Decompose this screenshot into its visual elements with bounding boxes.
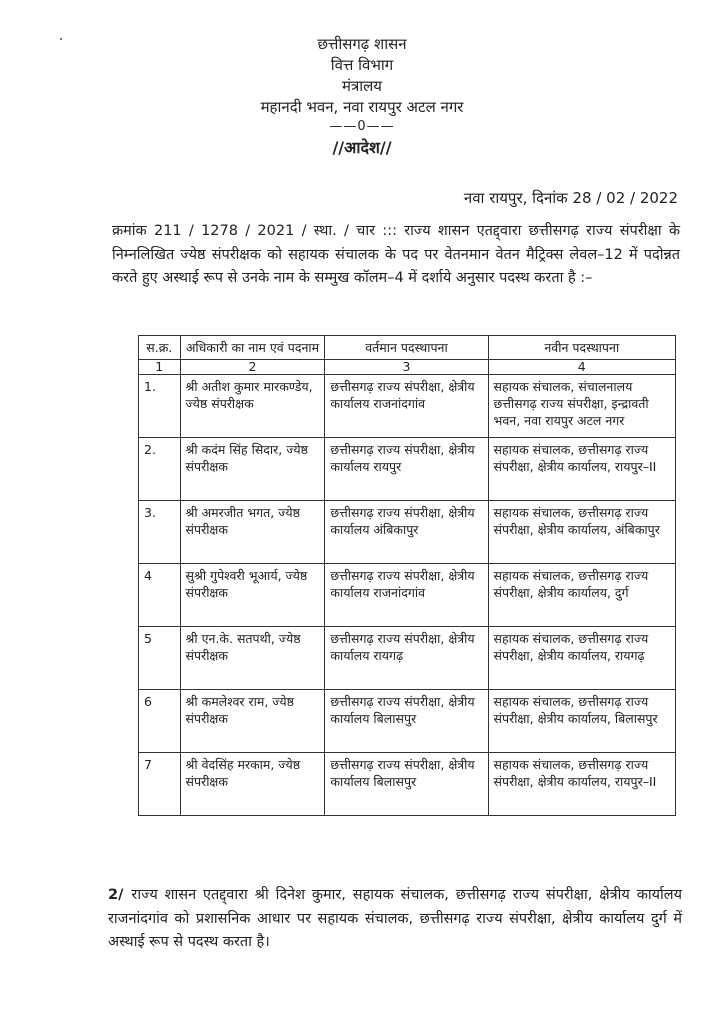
cell-officer: श्री अमरजीत भगत, ज्येष्ठ संपरीक्षक [180, 501, 325, 564]
column-number: 2 [180, 360, 325, 375]
header-sno: स.क्र. [139, 336, 181, 360]
order-date: नवा रायपुर, दिनांक 28 / 02 / 2022 [463, 189, 678, 207]
table-row [139, 501, 676, 564]
cell-officer: श्री कदंम सिंह सिदार, ज्येष्ठ संपरीक्षक [180, 438, 325, 501]
cell-current-posting: छत्तीसगढ़ राज्य संपरीक्षा, क्षेत्रीय कार्यालय अंबिकापुर [325, 501, 488, 564]
letterhead [0, 34, 724, 160]
table-row [139, 438, 676, 501]
table-row [139, 564, 676, 627]
paragraph-text: राज्य शासन एतद्द्वारा श्री दिनेश कुमार, सहायक संचालक, छत्तीसगढ़ राज्य संपरीक्षा, क्षेत्रीय कार्यालय राजनांदगांव को प्रशासनिक आधार पर सहायक संचालक, छत्तीसगढ़ राज्य संपरीक्षा, क्षेत्रीय कार्यालय दुर्ग में अस्थाई रूप से पदस्थ करता है। [108, 887, 682, 950]
column-number: 3 [325, 360, 488, 375]
header-new-posting: नवीन पदस्थापना [488, 336, 675, 360]
department-name: वित्त विभाग [330, 56, 394, 74]
cell-new-posting: सहायक संचालक, छत्तीसगढ़ राज्य संपरीक्षा, क्षेत्रीय कार्यालय, अंबिकापुर [488, 501, 675, 564]
cell-sno: 7 [139, 753, 181, 816]
cell-new-posting: सहायक संचालक, छत्तीसगढ़ राज्य संपरीक्षा, क्षेत्रीय कार्यालय, दुर्ग [488, 564, 675, 627]
postings-table [138, 335, 676, 816]
cell-current-posting: छत्तीसगढ़ राज्य संपरीक्षा, क्षेत्रीय कार्यालय बिलासपुर [325, 753, 488, 816]
cell-current-posting: छत्तीसगढ़ राज्य संपरीक्षा, क्षेत्रीय कार्यालय राजनांदगांव [325, 564, 488, 627]
cell-sno: 4 [139, 564, 181, 627]
cell-new-posting: सहायक संचालक, छत्तीसगढ़ राज्य संपरीक्षा, क्षेत्रीय कार्यालय, रायगढ़ [488, 627, 675, 690]
column-number-row [139, 360, 676, 375]
cell-officer: श्री कमलेश्वर राम, ज्येष्ठ संपरीक्षक [180, 690, 325, 753]
cell-current-posting: छत्तीसगढ़ राज्य संपरीक्षा, क्षेत्रीय कार्यालय राजनांदगांव [325, 375, 488, 438]
cell-officer: श्री वेदसिंह मरकाम, ज्येष्ठ संपरीक्षक [180, 753, 325, 816]
cell-sno: 3. [139, 501, 181, 564]
cell-officer: श्री एन.के. सतपथी, ज्येष्ठ संपरीक्षक [180, 627, 325, 690]
header-rule: ——0—— [329, 119, 395, 134]
cell-new-posting: सहायक संचालक, छत्तीसगढ़ राज्य संपरीक्षा, क्षेत्रीय कार्यालय, बिलासपुर [488, 690, 675, 753]
cell-officer: सुश्री गुपेश्वरी भूआर्य, ज्येष्ठ संपरीक्षक [180, 564, 325, 627]
cell-sno: 1. [139, 375, 181, 438]
order-title: //आदेश// [332, 138, 392, 157]
table-row [139, 375, 676, 438]
table-row [139, 753, 676, 816]
cell-current-posting: छत्तीसगढ़ राज्य संपरीक्षा, क्षेत्रीय कार्यालय रायपुर [325, 438, 488, 501]
paragraph-number: 2/ [108, 887, 124, 903]
cell-current-posting: छत्तीसगढ़ राज्य संपरीक्षा, क्षेत्रीय कार्यालय रायगढ़ [325, 627, 488, 690]
cell-new-posting: सहायक संचालक, छत्तीसगढ़ राज्य संपरीक्षा, क्षेत्रीय कार्यालय, रायपुर–II [488, 753, 675, 816]
column-number: 4 [488, 360, 675, 375]
cell-new-posting: सहायक संचालक, संचालनालय छत्तीसगढ़ राज्य संपरीक्षा, इन्द्रावती भवन, नवा रायपुर अटल नगर [488, 375, 675, 438]
order-paragraph-2 [108, 884, 682, 955]
column-number: 1 [139, 360, 181, 375]
cell-current-posting: छत्तीसगढ़ राज्य संपरीक्षा, क्षेत्रीय कार्यालय बिलासपुर [325, 690, 488, 753]
office-address: महानदी भवन, नवा रायपुर अटल नगर [260, 98, 464, 116]
cell-sno: 6 [139, 690, 181, 753]
cell-sno: 5 [139, 627, 181, 690]
ministry-name: मंत्रालय [341, 77, 382, 95]
table-header-row [139, 336, 676, 360]
govt-name: छत्तीसगढ़ शासन [317, 35, 407, 53]
cell-sno: 2. [139, 438, 181, 501]
header-current-posting: वर्तमान पदस्थापना [325, 336, 488, 360]
table-row [139, 627, 676, 690]
header-officer: अधिकारी का नाम एवं पदनाम [180, 336, 325, 360]
table-row [139, 690, 676, 753]
cell-officer: श्री अतीश कुमार मारकण्डेय, ज्येष्ठ संपरीक्षक [180, 375, 325, 438]
cell-new-posting: सहायक संचालक, छत्तीसगढ़ राज्य संपरीक्षा, क्षेत्रीय कार्यालय, रायपुर–II [488, 438, 675, 501]
order-paragraph-1: क्रमांक 211 / 1278 / 2021 / स्था. / चार ::: राज्य शासन एतद्द्वारा छत्तीसगढ़ राज्य संपरीक्षा के निम्नलिखित ज्येष्ठ संपरीक्षक को सहायक संचालक के पद पर वेतनमान वेतन मैट्रिक्स लेवल–12 में पदोन्नत करते हुए अस्थाई रूप से उनके नाम के सम्मुख कॉलम–4 में दर्शाये अनुसार पदस्थ करता है :– [112, 223, 680, 286]
